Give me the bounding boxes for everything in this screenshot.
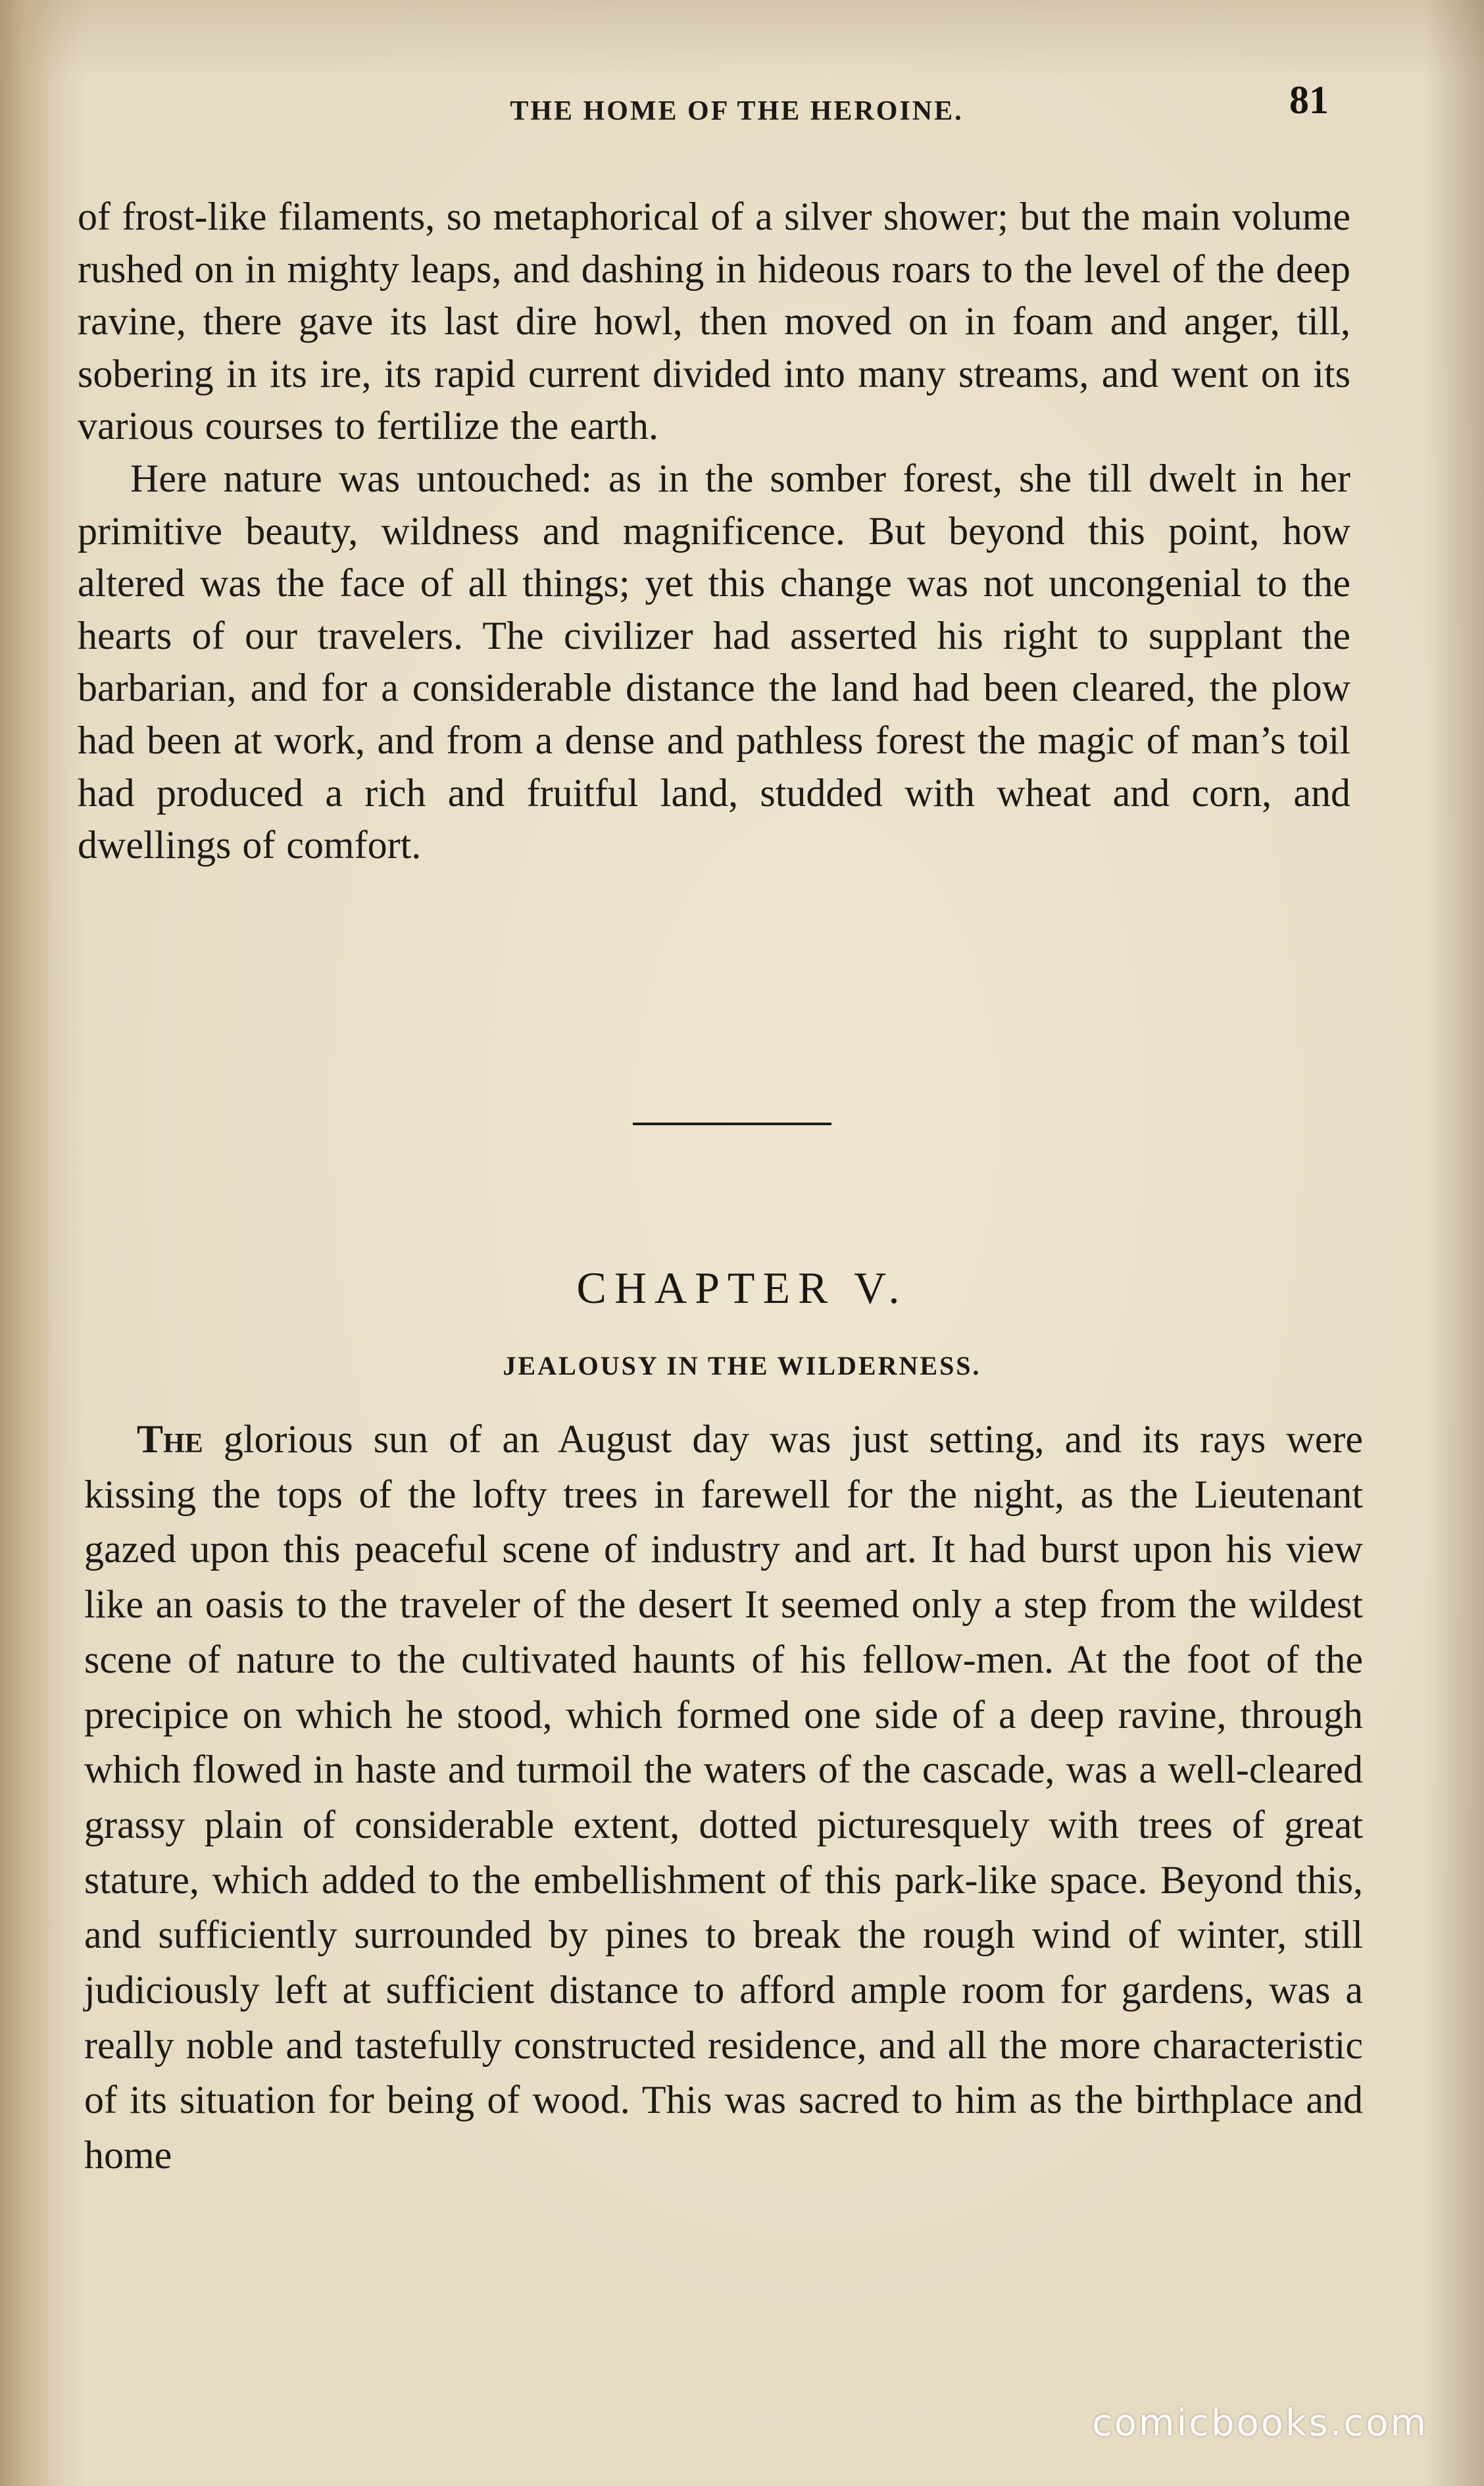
running-head: THE HOME OF THE HEROINE. — [510, 96, 964, 126]
continuation-text — [78, 191, 1350, 872]
paragraph — [84, 1412, 1363, 2183]
opening-word: The — [137, 1417, 203, 1461]
chapter-body — [84, 1412, 1363, 2183]
site-watermark: comicbooks.com — [1092, 2402, 1429, 2445]
page-gutter-shadow — [0, 0, 53, 2486]
chapter-title: CHAPTER V. — [576, 1263, 908, 1313]
page-number: 81 — [1289, 78, 1329, 122]
paragraph: Here nature was untouched: as in the somber forest, she till dwelt in her primitive beauty, wildness and magnificence. But beyond this point, how altered was the face of all things; yet this change was not uncongenial to the hearts of our travelers. The civilizer had asserted his right to supplant the barbarian, and for a considerable distance the land had been cleared, the plow had been at work, and from a dense and pathless forest the magic of man’s toil had produced a rich and fruitful land, studded with wheat and corn, and dwellings of comfort. — [78, 456, 1350, 867]
chapter-subtitle: JEALOUSY IN THE WILDERNESS. — [503, 1351, 981, 1381]
section-divider — [633, 1123, 831, 1125]
paragraph: of frost-like filaments, so metaphorical of a silver shower; but the main volume rushed on in mighty leaps, and dashing in hideous roars to the level of the deep ravine, there gave its last dire howl, then moved on in foam and anger, till, sobering in its ire, its rapid current divided into many streams, and went on its various courses to fertilize the earth. — [78, 195, 1350, 448]
opening-paragraph-text: glorious sun of an August day was just setting, and its rays were kissing the tops of the lofty trees in farewell for the night, as the Lieutenant gazed upon this peaceful scene of industry and art. It had burst upon his view like an oasis to the traveler of the desert It seemed only a step from the wildest scene of nature to the cultivated haunts of his fellow-men. At the foot of the precipice on which he stood, which formed one side of a deep ravine, through which flowed in haste and turmoil the waters of the cascade, was a well-cleared grassy plain of considerable extent, dotted picturesquely with trees of great stature, which added to the embellishment of this park-like space. Beyond this, and sufficiently surrounded by pines to break the rough wind of winter, still judiciously left at sufficient distance to afford ample room for gardens, was a really noble and tastefully constructed residence, and all the more characteristic of its situation for being of wood. This was sacred to him as the birthplace and home — [84, 1417, 1363, 2177]
